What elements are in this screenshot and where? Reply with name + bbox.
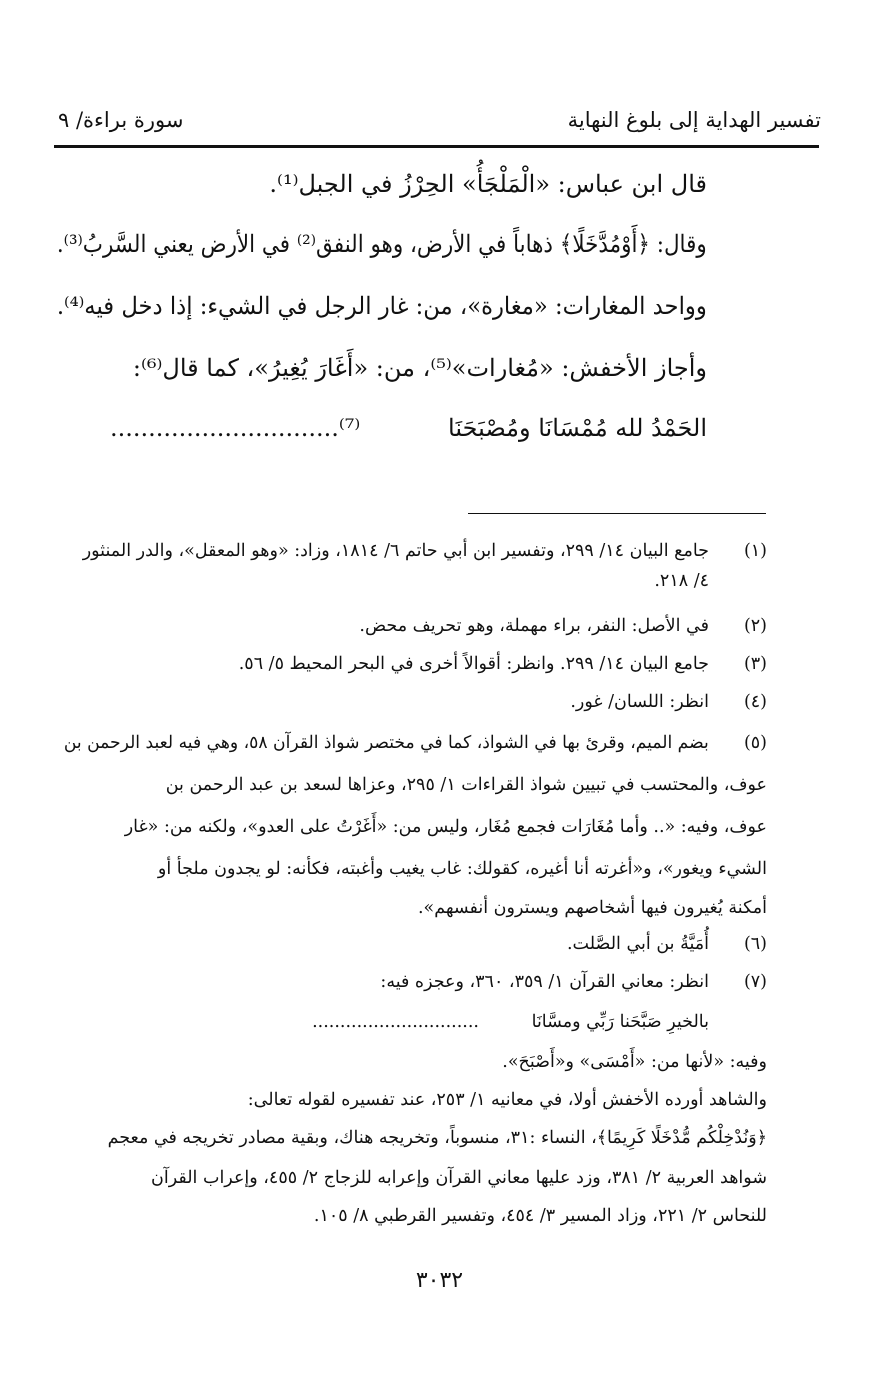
poem-first-hemistich: .............................. — [312, 1012, 479, 1032]
page-number: ٣٠٣٢ — [415, 1268, 464, 1293]
footnote-text: والشاهد أورده الأخفش أولا، في معانيه ١/ ٢٥٣، عند تفسيره لقوله تعالى: — [247, 1090, 767, 1110]
chapter-label: سورة براءة/ ٩ — [58, 108, 184, 132]
footnote-text: شواهد العربية ٢/ ٣٨١، وزد عليها معاني القرآن وإعرابه للزجاج ٢/ ٤٥٥، وإعراب القرآن — [150, 1168, 767, 1188]
main-line-4: وأجاز الأخفش: «مُغارات»⁽⁵⁾، من: «أَغَارَ يُغِيرُ»، كما قال⁽⁶⁾: — [132, 354, 707, 382]
main-line-2: وقال: ﴿أَوْمُدَّخَلًا﴾ ذهاباً في الأرض، وهو النفق⁽²⁾ في الأرض يعني السَّربُ⁽³⁾. — [57, 230, 707, 258]
footnote-text: جامع البيان ١٤/ ٢٩٩. وانظر: أقوالاً أخرى في البحر المحيط ٥/ ٥٦. — [238, 654, 709, 674]
running-head — [58, 108, 821, 142]
footnote-text: وفيه: «لأنها من: «أَمْسَى» و«أَصْبَحَ». — [502, 1052, 767, 1072]
footnote-number: (٢) — [743, 616, 767, 636]
footnote-text: في الأصل: النفر، براء مهملة، وهو تحريف محض. — [359, 616, 709, 636]
footnote-text: انظر: اللسان/ غور. — [570, 692, 709, 712]
footnote-text: ﴿وَنُدْخِلْكُم مُّدْخَلًا كَرِيمًا﴾، النساء :٣١، منسوباً، وتخريجه هناك، وبقية مصادر تخريجه في معجم — [107, 1128, 767, 1148]
poem-second-hemistich: بالخيرِ صَبَّحَنا رَبِّي ومسَّانَا — [531, 1012, 709, 1032]
footnote-text: انظر: معاني القرآن ١/ ٣٥٩، ٣٦٠، وعجزه فيه: — [380, 972, 709, 992]
footnote-number: (٥) — [743, 733, 767, 753]
footnote-text: للنحاس ٢/ ٢٢١، وزاد المسير ٣/ ٤٥٤، وتفسير القرطبي ٨/ ١٠٥. — [313, 1206, 767, 1226]
footnote-number: (٧) — [743, 972, 767, 992]
footnote-divider — [468, 513, 766, 514]
footnote-text: ٤/ ٢١٨. — [654, 571, 709, 591]
book-title: تفسير الهداية إلى بلوغ النهاية — [567, 108, 821, 132]
footnote-number: (٤) — [743, 692, 767, 712]
verse-second-hemistich: ..............................⁽⁷⁾ — [110, 414, 361, 442]
footnote-number: (٣) — [743, 654, 767, 674]
main-line-3: وواحد المغارات: «مغارة»، من: غار الرجل في الشيء: إذا دخل فيه⁽⁴⁾. — [57, 292, 707, 320]
footnote-text: الشيء ويغور»، و«أغرته أنا أغيره، كقولك: غاب يغيب وأغبته، فكأنه: لو يجدون ملجأ أو — [157, 859, 767, 879]
footnote-text: أُمَيَّةُ بن أبي الصَّلت. — [566, 934, 709, 954]
header-divider — [54, 145, 819, 148]
verse-first-hemistich: الحَمْدُ لله مُمْسَانَا ومُصْبَحَنَا — [448, 414, 707, 442]
main-line-1: قال ابن عباس: «الْمَلْجَأُ» الحِرْزُ في الجبل⁽¹⁾. — [269, 170, 707, 198]
footnote-text: عوف، والمحتسب في تبيين شواذ القراءات ١/ ٢٩٥، وعزاها لسعد بن عبد الرحمن بن — [165, 775, 767, 795]
footnote-number: (٦) — [743, 934, 767, 954]
footnote-text: عوف، وفيه: «.. وأما مُغَارَات فجمع مُغَار، وليس من: «أَغَرْتُ على العدو»، ولكنه من: «غار — [124, 817, 767, 837]
footnote-text: جامع البيان ١٤/ ٢٩٩، وتفسير ابن أبي حاتم ٦/ ١٨١٤، وزاد: «وهو المعقل»، والدر المنثور — [82, 541, 709, 561]
footnote-number: (١) — [743, 541, 767, 561]
footnote-text: أمكنة يُغيرون فيها أشخاصهم ويسترون أنفسهم». — [417, 898, 767, 918]
footnote-text: بضم الميم، وقرئ بها في الشواذ، كما في مختصر شواذ القرآن ٥٨، وهي فيه لعبد الرحمن بن — [64, 733, 709, 753]
